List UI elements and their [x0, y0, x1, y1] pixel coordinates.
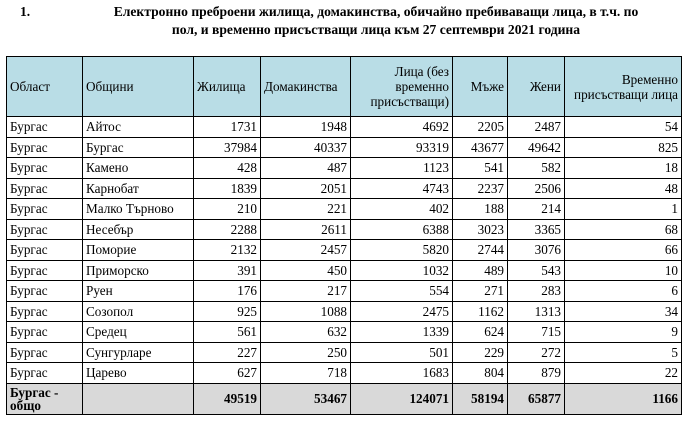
cell-dwellings: 561: [194, 322, 261, 343]
cell-region: Бургас: [7, 281, 83, 302]
heading-title-line-2: пол, и временно присъстващи лица към 27 септември 2021 година: [171, 22, 581, 37]
cell-households: 632: [261, 322, 351, 343]
cell-persons: 2475: [351, 301, 453, 322]
cell-region: Бургас: [7, 322, 83, 343]
cell-region: Бургас: [7, 342, 83, 363]
table-row: [7, 240, 682, 261]
cell-region: Бургас: [7, 240, 83, 261]
cell-households: 1088: [261, 301, 351, 322]
cell-region: Бургас: [7, 301, 83, 322]
total-dwellings: 49519: [194, 383, 261, 414]
cell-persons: 554: [351, 281, 453, 302]
cell-dwellings: 627: [194, 363, 261, 384]
cell-temporary: 22: [565, 363, 682, 384]
cell-households: 40337: [261, 137, 351, 158]
cell-male: 1162: [453, 301, 508, 322]
cell-male: 229: [453, 342, 508, 363]
cell-persons: 4743: [351, 178, 453, 199]
header-households: Домакинства: [261, 57, 351, 117]
table-row: [7, 301, 682, 322]
cell-dwellings: 2288: [194, 219, 261, 240]
cell-male: 3023: [453, 219, 508, 240]
table-row: [7, 281, 682, 302]
table-header-row: [7, 57, 682, 117]
cell-female: 715: [508, 322, 565, 343]
census-table: [6, 56, 682, 415]
cell-temporary: 18: [565, 158, 682, 179]
cell-dwellings: 391: [194, 260, 261, 281]
cell-households: 217: [261, 281, 351, 302]
cell-female: 1313: [508, 301, 565, 322]
table-row: [7, 178, 682, 199]
cell-municipality: Карнобат: [83, 178, 194, 199]
cell-female: 283: [508, 281, 565, 302]
cell-male: 624: [453, 322, 508, 343]
cell-female: 2487: [508, 117, 565, 138]
cell-municipality: Средец: [83, 322, 194, 343]
cell-male: 2237: [453, 178, 508, 199]
header-persons: Лица (без временно присъстващи): [351, 57, 453, 117]
cell-female: 272: [508, 342, 565, 363]
cell-dwellings: 1839: [194, 178, 261, 199]
cell-persons: 1032: [351, 260, 453, 281]
cell-female: 3365: [508, 219, 565, 240]
cell-households: 250: [261, 342, 351, 363]
cell-female: 879: [508, 363, 565, 384]
cell-female: 3076: [508, 240, 565, 261]
table-row: [7, 137, 682, 158]
cell-temporary: 68: [565, 219, 682, 240]
cell-female: 2506: [508, 178, 565, 199]
cell-female: 543: [508, 260, 565, 281]
cell-temporary: 6: [565, 281, 682, 302]
cell-temporary: 825: [565, 137, 682, 158]
cell-temporary: 10: [565, 260, 682, 281]
total-empty-cell: [83, 383, 194, 414]
cell-dwellings: 1731: [194, 117, 261, 138]
cell-households: 221: [261, 199, 351, 220]
cell-region: Бургас: [7, 178, 83, 199]
header-dwellings: Жилища: [194, 57, 261, 117]
cell-female: 49642: [508, 137, 565, 158]
cell-dwellings: 37984: [194, 137, 261, 158]
cell-male: 271: [453, 281, 508, 302]
total-persons: 124071: [351, 383, 453, 414]
cell-persons: 501: [351, 342, 453, 363]
cell-persons: 1123: [351, 158, 453, 179]
cell-temporary: 9: [565, 322, 682, 343]
cell-municipality: Царево: [83, 363, 194, 384]
cell-persons: 4692: [351, 117, 453, 138]
cell-persons: 1339: [351, 322, 453, 343]
table-row: [7, 342, 682, 363]
cell-dwellings: 227: [194, 342, 261, 363]
cell-region: Бургас: [7, 117, 83, 138]
cell-municipality: Поморие: [83, 240, 194, 261]
cell-households: 487: [261, 158, 351, 179]
table-row: [7, 260, 682, 281]
cell-persons: 6388: [351, 219, 453, 240]
cell-dwellings: 428: [194, 158, 261, 179]
cell-region: Бургас: [7, 363, 83, 384]
cell-households: 450: [261, 260, 351, 281]
cell-male: 489: [453, 260, 508, 281]
table-body: [7, 117, 682, 384]
total-row: [7, 383, 682, 414]
total-female: 65877: [508, 383, 565, 414]
cell-persons: 1683: [351, 363, 453, 384]
cell-households: 2457: [261, 240, 351, 261]
cell-dwellings: 210: [194, 199, 261, 220]
header-female: Жени: [508, 57, 565, 117]
cell-male: 2205: [453, 117, 508, 138]
cell-temporary: 48: [565, 178, 682, 199]
cell-municipality: Руен: [83, 281, 194, 302]
cell-municipality: Малко Търново: [83, 199, 194, 220]
cell-male: 188: [453, 199, 508, 220]
cell-male: 2744: [453, 240, 508, 261]
cell-municipality: Камено: [83, 158, 194, 179]
table-row: [7, 199, 682, 220]
cell-temporary: 66: [565, 240, 682, 261]
cell-male: 43677: [453, 137, 508, 158]
cell-temporary: 54: [565, 117, 682, 138]
cell-male: 541: [453, 158, 508, 179]
cell-households: 718: [261, 363, 351, 384]
cell-region: Бургас: [7, 219, 83, 240]
cell-temporary: 1: [565, 199, 682, 220]
heading-title-line-1: Електронно преброени жилища, домакинства, обичайно пребиваващи лица, в т.ч. по: [113, 4, 639, 19]
table-row: [7, 117, 682, 138]
total-male: 58194: [453, 383, 508, 414]
cell-region: Бургас: [7, 260, 83, 281]
heading-number: 1.: [20, 4, 31, 19]
cell-female: 582: [508, 158, 565, 179]
cell-households: 2051: [261, 178, 351, 199]
cell-region: Бургас: [7, 199, 83, 220]
cell-male: 804: [453, 363, 508, 384]
cell-dwellings: 176: [194, 281, 261, 302]
cell-temporary: 34: [565, 301, 682, 322]
cell-municipality: Приморско: [83, 260, 194, 281]
table-row: [7, 322, 682, 343]
table-row: [7, 219, 682, 240]
table-row: [7, 158, 682, 179]
total-label: Бургас - общо: [7, 383, 83, 414]
cell-persons: 93319: [351, 137, 453, 158]
cell-dwellings: 925: [194, 301, 261, 322]
cell-households: 2611: [261, 219, 351, 240]
cell-region: Бургас: [7, 137, 83, 158]
cell-municipality: Бургас: [83, 137, 194, 158]
cell-temporary: 5: [565, 342, 682, 363]
total-temporary: 1166: [565, 383, 682, 414]
cell-municipality: Айтос: [83, 117, 194, 138]
total-households: 53467: [261, 383, 351, 414]
cell-municipality: Сунгурларе: [83, 342, 194, 363]
cell-municipality: Созопол: [83, 301, 194, 322]
header-region: Област: [7, 57, 83, 117]
cell-municipality: Несебър: [83, 219, 194, 240]
cell-persons: 5820: [351, 240, 453, 261]
table-row: [7, 363, 682, 384]
header-male: Мъже: [453, 57, 508, 117]
heading-title: [66, 3, 686, 39]
cell-households: 1948: [261, 117, 351, 138]
header-municipality: Общини: [83, 57, 194, 117]
cell-female: 214: [508, 199, 565, 220]
header-temporary: Временно присъстващи лица: [565, 57, 682, 117]
cell-dwellings: 2132: [194, 240, 261, 261]
cell-persons: 402: [351, 199, 453, 220]
cell-region: Бургас: [7, 158, 83, 179]
